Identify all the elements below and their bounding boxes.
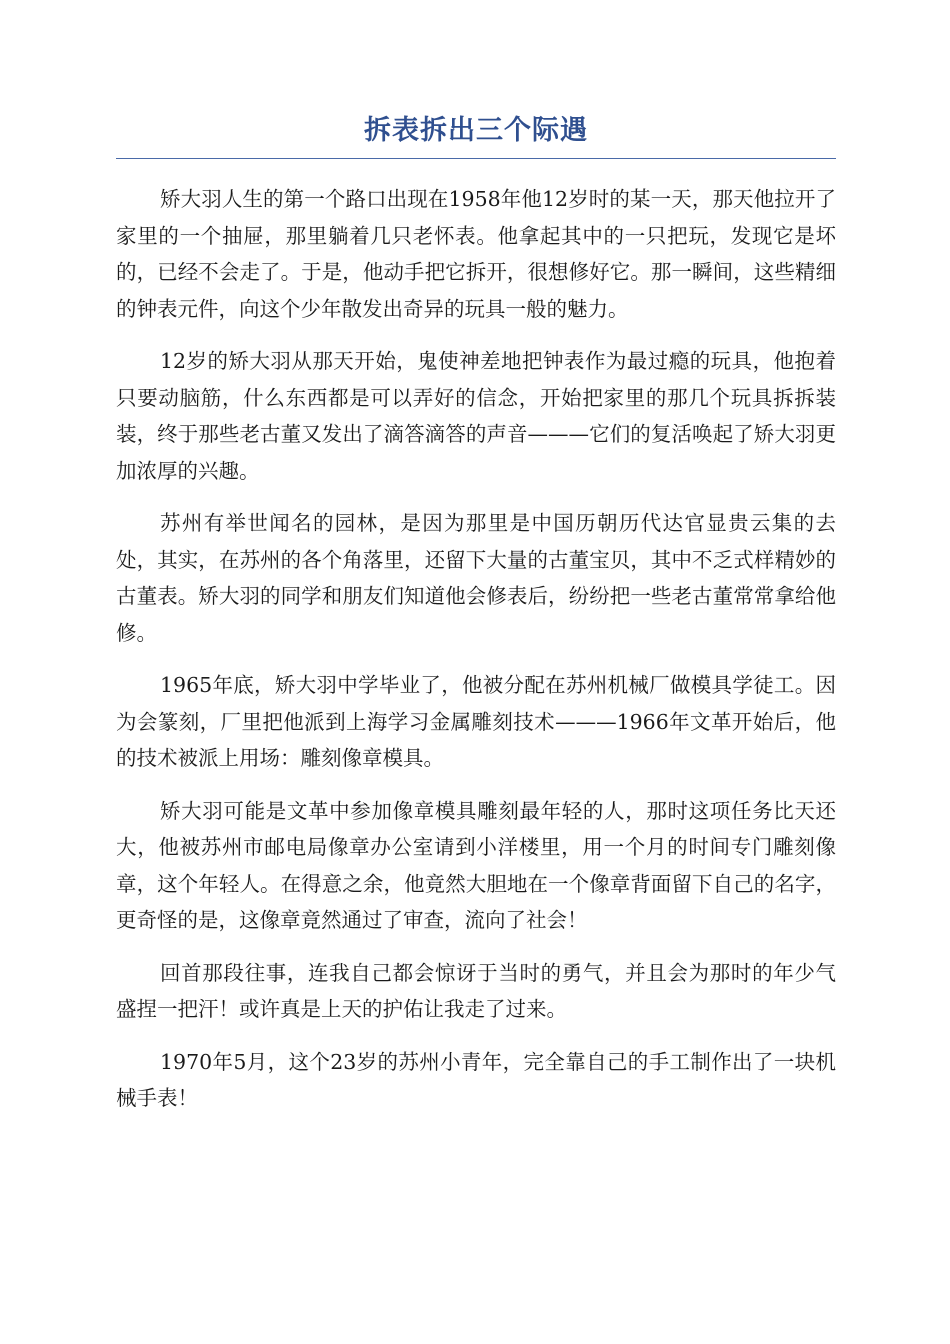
paragraph-7: 1970年5月，这个23岁的苏州小青年，完全靠自己的手工制作出了一块机械手表！ — [116, 1049, 836, 1110]
title-underline — [116, 158, 836, 159]
paragraph-4: 1965年底，矫大羽中学毕业了，他被分配在苏州机械厂做模具学徒工。因为会篆刻，厂里把他派到上海学习金属雕刻技术———1966年文革开始后，他的技术被派上用场：雕刻像章模具。 — [116, 673, 836, 770]
paragraph-3: 苏州有举世闻名的园林，是因为那里是中国历朝历代达官显贵云集的去处，其实，在苏州的各个角落里，还留下大量的古董宝贝，其中不乏式样精妙的古董表。矫大羽的同学和朋友们知道他会修表后，纷纷把一些老古董常常拿给他修。 — [116, 511, 836, 645]
page-title: 拆表拆出三个际遇 — [364, 115, 588, 146]
paragraph-1: 矫大羽人生的第一个路口出现在1958年他12岁时的某一天，那天他拉开了家里的一个抽屉，那里躺着几只老怀表。他拿起其中的一只把玩，发现它是坏的，已经不会走了。于是，他动手把它拆开，很想修好它。那一瞬间，这些精细的钟表元件，向这个少年散发出奇异的玩具一般的魅力。 — [116, 187, 836, 321]
paragraph-5: 矫大羽可能是文革中参加像章模具雕刻最年轻的人，那时这项任务比天还大，他被苏州市邮电局像章办公室请到小洋楼里，用一个月的时间专门雕刻像章，这个年轻人。在得意之余，他竟然大胆地在一个像章背面留下自己的名字，更奇怪的是，这像章竟然通过了审查，流向了社会！ — [116, 798, 836, 932]
document-page — [116, 112, 836, 1133]
paragraph-2: 12岁的矫大羽从那天开始，鬼使神差地把钟表作为最过瘾的玩具，他抱着只要动脑筋，什么东西都是可以弄好的信念，开始把家里的那几个玩具拆拆装装，终于那些老古董又发出了滴答滴答的声音———它们的复活唤起了矫大羽更加浓厚的兴趣。 — [116, 349, 836, 483]
paragraph-6: 回首那段往事，连我自己都会惊讶于当时的勇气，并且会为那时的年少气盛捏一把汗！或许真是上天的护佑让我走了过来。 — [116, 960, 836, 1021]
